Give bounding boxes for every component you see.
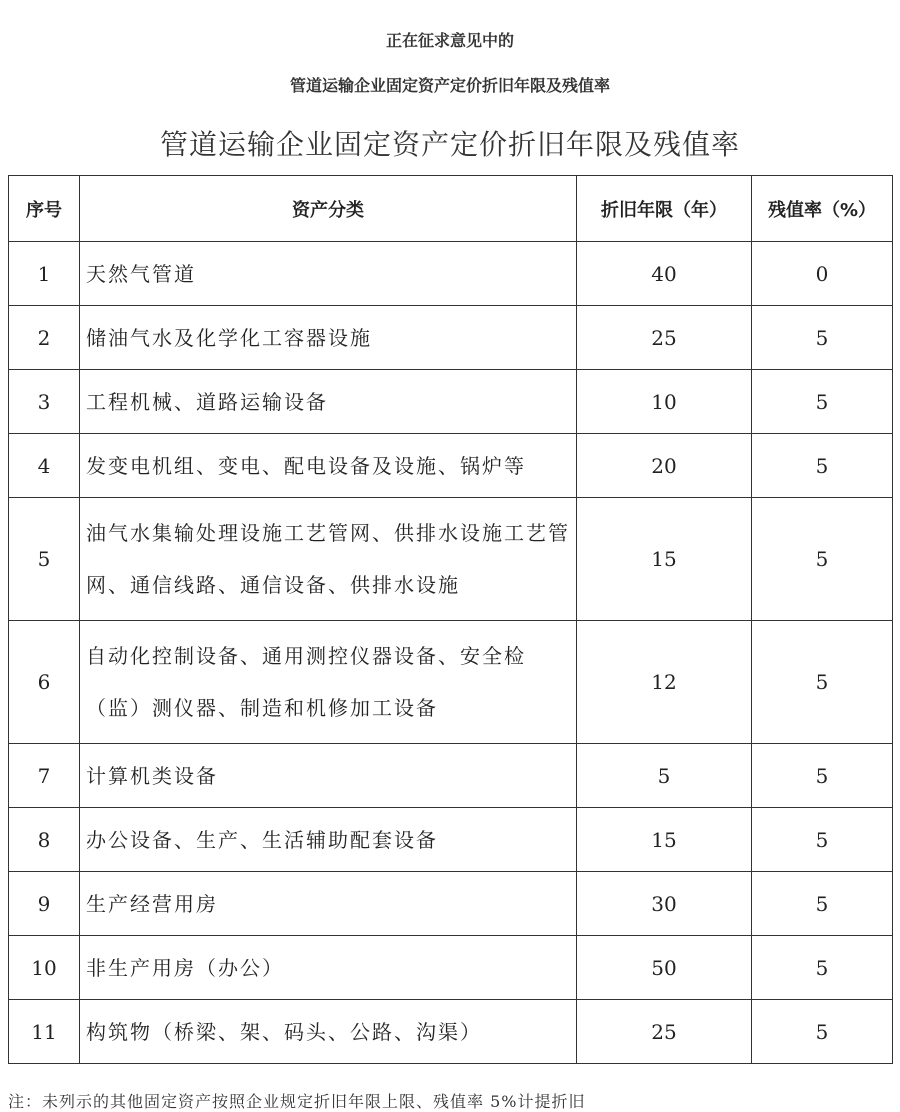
- cell-years: 5: [577, 744, 752, 808]
- cell-rate: 5: [752, 1000, 893, 1064]
- column-header-category: 资产分类: [80, 176, 577, 242]
- cell-no: 7: [9, 744, 80, 808]
- cell-rate: 5: [752, 434, 893, 498]
- cell-no: 2: [9, 306, 80, 370]
- cell-years: 25: [577, 1000, 752, 1064]
- column-header-no: 序号: [9, 176, 80, 242]
- cell-years: 30: [577, 872, 752, 936]
- cell-category: 自动化控制设备、通用测控仪器设备、安全检（监）测仪器、制造和机修加工设备: [80, 621, 577, 744]
- table-header-row: [9, 176, 893, 242]
- cell-no: 3: [9, 370, 80, 434]
- cell-category: 油气水集输处理设施工艺管网、供排水设施工艺管网、通信线路、通信设备、供排水设施: [80, 498, 577, 621]
- cell-rate: 0: [752, 242, 893, 306]
- cell-category: 非生产用房（办公）: [80, 936, 577, 1000]
- cell-years: 15: [577, 498, 752, 621]
- table-row: [9, 370, 893, 434]
- cell-rate: 5: [752, 621, 893, 744]
- table-row: [9, 936, 893, 1000]
- depreciation-table: [8, 175, 893, 1064]
- footnote: 注：未列示的其他固定资产按照企业规定折旧年限上限、残值率 5%计提折旧: [8, 1092, 586, 1111]
- cell-category: 生产经营用房: [80, 872, 577, 936]
- cell-no: 8: [9, 808, 80, 872]
- column-header-years: 折旧年限（年）: [577, 176, 752, 242]
- cell-rate: 5: [752, 306, 893, 370]
- cell-no: 4: [9, 434, 80, 498]
- cell-rate: 5: [752, 744, 893, 808]
- table-row: [9, 1000, 893, 1064]
- cell-no: 6: [9, 621, 80, 744]
- cell-years: 12: [577, 621, 752, 744]
- header-line-1: 正在征求意见中的: [385, 31, 514, 50]
- table-row: [9, 242, 893, 306]
- cell-rate: 5: [752, 498, 893, 621]
- table-row: [9, 434, 893, 498]
- cell-no: 11: [9, 1000, 80, 1064]
- cell-category: 天然气管道: [80, 242, 577, 306]
- table-row: [9, 808, 893, 872]
- column-header-rate: 残值率（%）: [752, 176, 893, 242]
- cell-no: 9: [9, 872, 80, 936]
- table-title: 管道运输企业固定资产定价折旧年限及残值率: [159, 128, 740, 161]
- cell-no: 1: [9, 242, 80, 306]
- cell-category: 储油气水及化学化工容器设施: [80, 306, 577, 370]
- cell-category: 计算机类设备: [80, 744, 577, 808]
- cell-category: 发变电机组、变电、配电设备及设施、锅炉等: [80, 434, 577, 498]
- cell-years: 20: [577, 434, 752, 498]
- cell-years: 40: [577, 242, 752, 306]
- cell-years: 50: [577, 936, 752, 1000]
- table-row: [9, 872, 893, 936]
- cell-years: 15: [577, 808, 752, 872]
- cell-no: 10: [9, 936, 80, 1000]
- cell-category: 构筑物（桥梁、架、码头、公路、沟渠）: [80, 1000, 577, 1064]
- table-row: [9, 306, 893, 370]
- cell-rate: 5: [752, 370, 893, 434]
- cell-category: 办公设备、生产、生活辅助配套设备: [80, 808, 577, 872]
- cell-rate: 5: [752, 936, 893, 1000]
- cell-rate: 5: [752, 872, 893, 936]
- table-row: [9, 621, 893, 744]
- cell-rate: 5: [752, 808, 893, 872]
- cell-years: 10: [577, 370, 752, 434]
- table-row: [9, 498, 893, 621]
- cell-category: 工程机械、道路运输设备: [80, 370, 577, 434]
- header-line-2: 管道运输企业固定资产定价折旧年限及残值率: [289, 76, 610, 95]
- cell-years: 25: [577, 306, 752, 370]
- table-row: [9, 744, 893, 808]
- cell-no: 5: [9, 498, 80, 621]
